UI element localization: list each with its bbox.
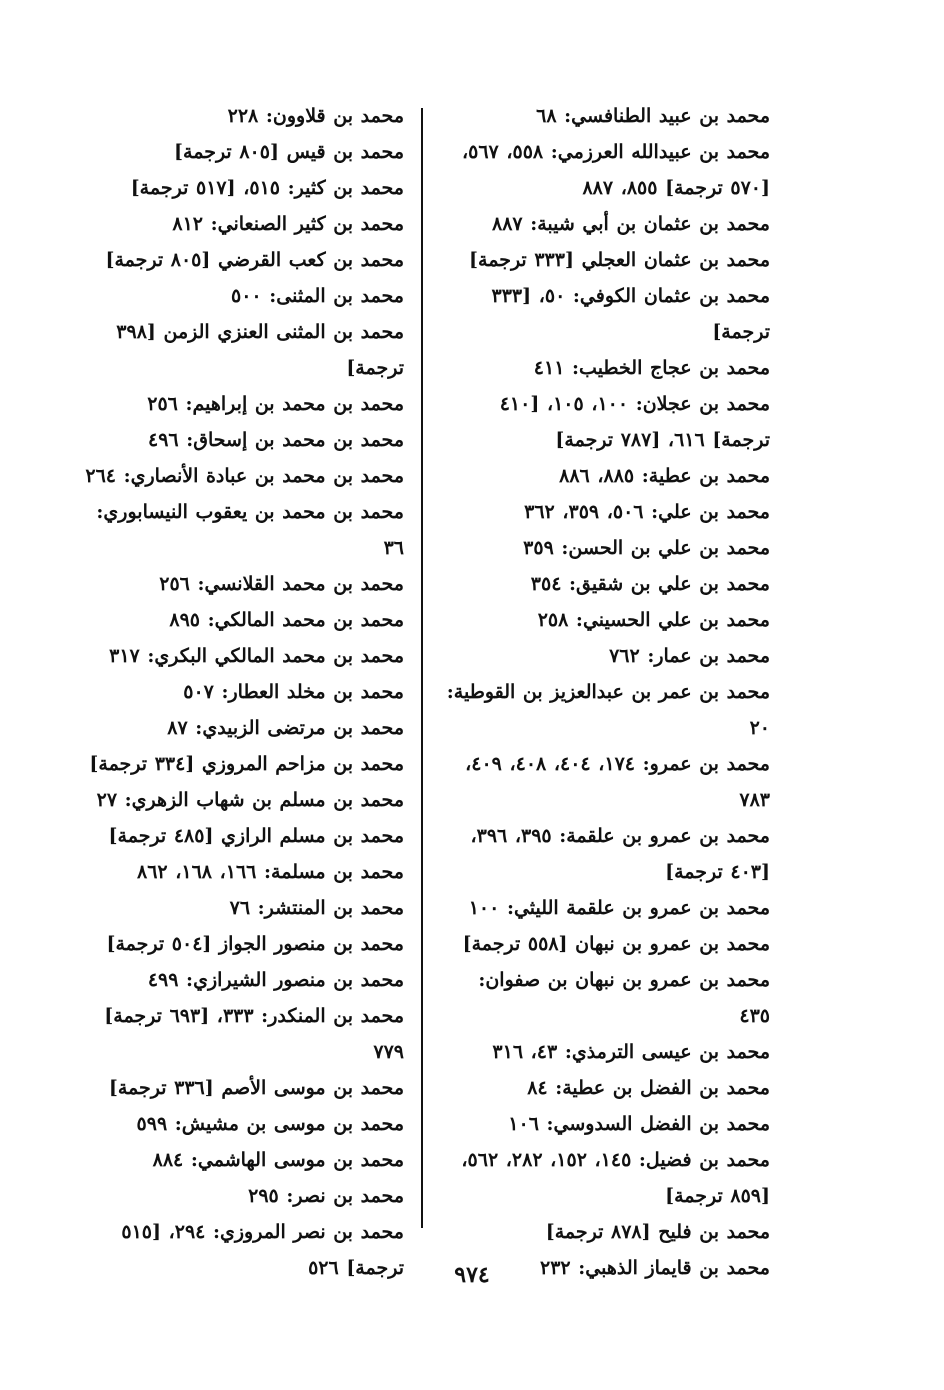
index-entry: محمد بن عثمان الكوفي: ٥٠، [٣٣٣ ترجمة] [491, 285, 770, 343]
index-entry: محمد بن نصر المروزي: ٢٩٤، [٥١٥ ترجمة] ٥٢٦ [121, 1221, 404, 1279]
index-entry: محمد بن عمرو: ١٧٤، ٤٠٤، ٤٠٨، ٤٠٩، ٧٨٣ [465, 753, 770, 811]
index-entry: محمد بن عجلان: ١٠٠، ١٠٥، [٤١٠ ترجمة] ٦١٦، [٧٨٧ ترجمة] [499, 393, 770, 451]
right-column [444, 98, 770, 1286]
index-entry: محمد بن فضيل: ١٤٥، ١٥٢، ٢٨٢، ٥٦٢، [٨٥٩ ترجمة] [461, 1149, 770, 1207]
index-entry: محمد بن علي بن الحسن: ٣٥٩ [523, 537, 770, 559]
index-entry: محمد بن محمد بن يعقوب النيسابوري: ٣٦ [96, 501, 404, 559]
page-number: ٩٧٤ [454, 1262, 490, 1288]
index-entry: محمد بن كعب القرضي [٨٠٥ ترجمة] [105, 249, 404, 271]
index-entry: محمد بن منصور الشيرازي: ٤٩٩ [147, 969, 404, 991]
index-entry: محمد بن علي بن شقيق: ٣٥٤ [530, 573, 770, 595]
index-entry: محمد بن عمرو بن نبهان [٥٥٨ ترجمة] [462, 933, 770, 955]
index-entry: محمد بن الفضل السدوسي: ١٠٦ [508, 1113, 770, 1135]
index-entry: محمد بن المنكدر: ٣٣٣، [٦٩٣ ترجمة] ٧٧٩ [104, 1005, 404, 1063]
index-entry: محمد بن محمد بن إبراهيم: ٢٥٦ [147, 393, 404, 415]
index-entry: محمد بن مسلم الرازي [٤٨٥ ترجمة] [108, 825, 404, 847]
index-entry: محمد بن فليح [٨٧٨ ترجمة] [545, 1221, 770, 1243]
index-entry: محمد بن نصر: ٢٩٥ [248, 1185, 404, 1207]
column-divider [421, 108, 423, 1228]
index-entry: محمد بن عثمان العجلي [٣٣٣ ترجمة] [469, 249, 770, 271]
index-entry: محمد بن عيسى الترمذي: ٤٣، ٣١٦ [492, 1041, 770, 1063]
index-entry: محمد بن محمد المالكي البكري: ٣١٧ [109, 645, 404, 667]
index-entry: محمد بن عمرو بن علقمة: ٣٩٥، ٣٩٦، [٤٠٣ ترجمة] [470, 825, 770, 883]
index-entry: محمد بن قيس [٨٠٥ ترجمة] [174, 141, 404, 163]
index-entry: محمد بن محمد القلانسي: ٢٥٦ [159, 573, 404, 595]
index-entry: محمد بن الفضل بن عطية: ٨٤ [527, 1077, 770, 1099]
index-entry: محمد بن محمد المالكي: ٨٩٥ [169, 609, 404, 631]
index-entry: محمد بن قايماز الذهبي: ٢٣٢ [540, 1257, 770, 1279]
index-entry: محمد بن عبيدالله العرزمي: ٥٥٨، ٥٦٧، [٥٧٠ ترجمة] ٨٥٥، ٨٨٧ [462, 141, 770, 199]
index-entry: محمد بن المنتشر: ٧٦ [229, 897, 404, 919]
index-entry: محمد بن عطية: ٨٨٥، ٨٨٦ [559, 465, 770, 487]
index-entry: محمد بن موسى الهاشمي: ٨٨٤ [152, 1149, 404, 1171]
index-entry: محمد بن مرتضى الزبيدي: ٨٧ [167, 717, 404, 739]
index-entry: محمد بن عمار: ٧٦٢ [609, 645, 770, 667]
index-entry: محمد بن المثنى العنزي الزمن [٣٩٨ ترجمة] [116, 321, 404, 379]
index-entry: محمد بن عمرو بن علقمة الليثي: ١٠٠ [468, 897, 770, 919]
index-entry: محمد بن محمد بن عبادة الأنصاري: ٢٦٤ [85, 465, 404, 487]
index-entry: محمد بن عمرو بن نبهان بن صفوان: ٤٣٥ [478, 969, 770, 1027]
index-entry: محمد بن عبيد الطنافسي: ٦٨ [536, 105, 770, 127]
index-entry: محمد بن مخلد العطار: ٥٠٧ [183, 681, 404, 703]
index-entry: محمد بن موسى بن مشيش: ٥٩٩ [136, 1113, 404, 1135]
index-entry: محمد بن منصور الجواز [٥٠٤ ترجمة] [106, 933, 404, 955]
index-entry: محمد بن كثير الصنعاني: ٨١٢ [172, 213, 404, 235]
index-entry: محمد بن كثير: ٥١٥، [٥١٧ ترجمة] [130, 177, 404, 199]
index-entry: محمد بن قلاوون: ٢٢٨ [227, 105, 404, 127]
index-entry: محمد بن موسى الأصم [٣٣٦ ترجمة] [108, 1077, 404, 1099]
index-entry: محمد بن مزاحم المروزي [٣٣٤ ترجمة] [89, 753, 404, 775]
index-entry: محمد بن محمد بن إسحاق: ٤٩٦ [147, 429, 404, 451]
index-entry: محمد بن مسلم بن شهاب الزهري: ٢٧ [96, 789, 404, 811]
left-column [74, 98, 404, 1286]
index-entry: محمد بن المثنى: ٥٠٠ [231, 285, 404, 307]
index-entry: محمد بن علي: ٥٠٦، ٣٥٩، ٣٦٢ [524, 501, 770, 523]
index-entry: محمد بن علي الحسيني: ٢٥٨ [537, 609, 770, 631]
index-entry: محمد بن مسلمة: ١٦٦، ١٦٨، ٨٦٢ [137, 861, 404, 883]
index-entry: محمد بن عثمان بن أبي شيبة: ٨٨٧ [491, 213, 770, 235]
index-entry: محمد بن عمر بن عبدالعزيز بن القوطية: ٢٠ [446, 681, 770, 739]
index-entry: محمد بن عجاج الخطيب: ٤١١ [533, 357, 770, 379]
